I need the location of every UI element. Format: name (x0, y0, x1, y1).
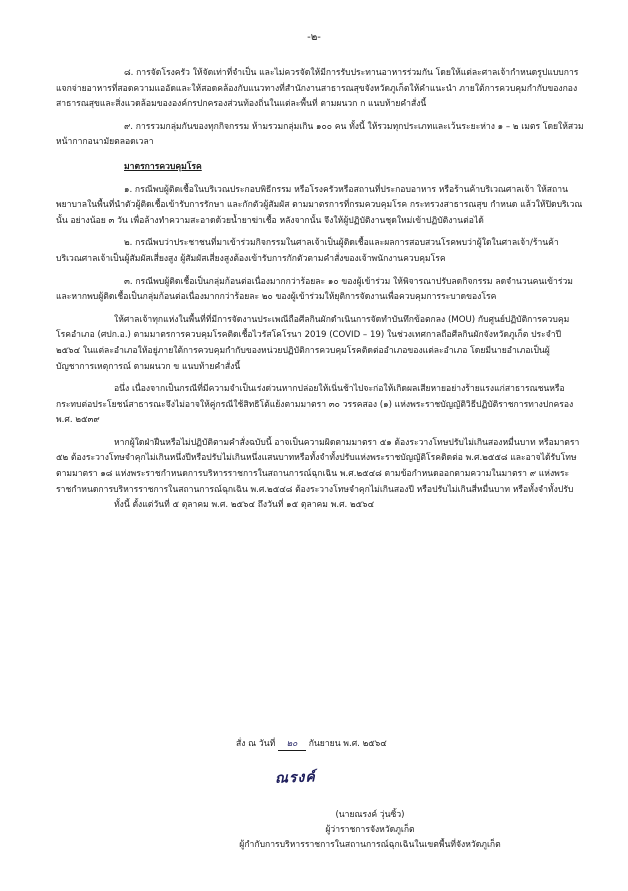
document-body (56, 66, 584, 514)
signer-role: ผู้กำกับการบริหารราชการในสถานการณ์ฉุกเฉินในเขตพื้นที่จังหวัดภูเก็ต (239, 840, 501, 851)
urgency-paragraph: อนึ่ง เนื่องจากเป็นกรณีที่มีความจำเป็นเร่งด่วนหากปล่อยให้เนิ่นช้าไปจะก่อให้เกิดผลเสียหายอย่างร้ายแรงแก่สาธารณชนหรือกระทบต่อประโยชน์สาธารณะจึงไม่อาจให้คู่กรณีใช้สิทธิโต้แย้งตามมาตรา ๓๐ วรรคสอง (๑) แห่งพระราชบัญญัติวิธีปฏิบัติราชการทางปกครอง พ.ศ. ๒๕๓๙ (56, 384, 574, 426)
handwritten-signature: ณรงค์ (274, 769, 316, 787)
issue-date-prefix: สั่ง ณ วันที่ (236, 739, 276, 749)
issue-date-suffix: กันยายน พ.ศ. ๒๕๖๔ (308, 739, 387, 749)
signer-block (160, 808, 580, 854)
measure-2: ๒. กรณีพบว่าประชาชนที่มาเข้าร่วมกิจกรรมในศาลเจ้าเป็นผู้ติดเชื้อและผลการสอบสวนโรคพบว่าผู้ใดในศาลเจ้า/ร้านค้า บริเวณศาลเจ้าเป็นผู้สัมผัสเสี่ยงสูง ผู้สัมผัสเสี่ยงสูงต้องเข้ารับการกักตัวตามคำสั่งของเจ้าพนักงานควบคุมโรค (56, 238, 559, 264)
penalty-paragraph: หากผู้ใดฝ่าฝืนหรือไม่ปฏิบัติตามคำสั่งฉบับนี้ อาจเป็นความผิดตามมาตรา ๕๑ ต้องระวางโทษปรับไม่เกินสองหมื่นบาท หรือมาตรา ๕๒ ต้องระวางโทษจำคุกไม่เกินหนึ่งปีหรือปรับไม่เกินหนึ่งแสนบาทหรือทั้งจำทั้งปรับแห่งพระราชบัญญัติโรคติดต่อ พ.ศ.๒๕๕๘ และอาจได้รับโทษตามมาตรา ๑๘ แห่งพระราชกำหนดการบริหารราชการในสถานการณ์ฉุกเฉิน พ.ศ.๒๕๔๘ ตามข้อกำหนดออกตามความในมาตรา ๙ แห่งพระราชกำหนดการบริหารราชการในสถานการณ์ฉุกเฉิน พ.ศ.๒๕๔๘ ต้องระวางโทษจำคุกไม่เกินสองปี หรือปรับไม่เกินสี่หมื่นบาท หรือทั้งจำทั้งปรับ (56, 437, 580, 495)
measure-1: ๑. กรณีพบผู้ติดเชื้อในบริเวณประกอบพิธีกรรม หรือโรงครัวหรือสถานที่ประกอบอาหาร หรือร้านค้าบริเวณศาลเจ้า ให้สถานพยาบาลในพื้นที่นำตัวผู้ติดเชื้อเข้ารับการรักษา และกักตัวผู้สัมผัส ตามมาตรการที่กรมควบคุมโรค กระทรวงสาธารณสุข กำหนด แล้วให้ปิดบริเวณนั้น อย่างน้อย ๓ วัน เพื่อล้างทำความสะอาดด้วยน้ำยาฆ่าเชื้อ หลังจากนั้น จึงให้ผู้ปฏิบัติงานชุดใหม่เข้าปฏิบัติงานต่อได้ (56, 184, 583, 226)
mou-paragraph: ให้ศาลเจ้าทุกแห่งในพื้นที่ที่มีการจัดงานประเพณีถือศีลกินผักดำเนินการจัดทำบันทึกข้อตกลง (MOU) กับศูนย์ปฏิบัติการควบคุมโรคอำเภอ (ศปก.อ.) ตามมาตรการควบคุมโรคติดเชื้อไวรัสโคโรนา 2019 (COVID – 19) ในช่วงเทศกาลถือศีลกินผักจังหวัดภูเก็ต ประจำปี ๒๕๖๔ ในแต่ละอำเภอให้อยู่ภายใต้การควบคุมกำกับของหน่วยปฏิบัติการควบคุมโรคติดต่ออำเภอของแต่ละอำเภอ โดยมีนายอำเภอเป็นผู้บัญชาการเหตุการณ์ ตามผนวก ข แนบท้ายคำสั่งนี้ (56, 314, 570, 372)
issue-date-day: ๒๐ (278, 736, 306, 751)
signer-name: (นายณรงค์ วุ่นซิ้ว) (335, 810, 405, 820)
signer-position: ผู้ว่าราชการจังหวัดภูเก็ต (325, 825, 415, 836)
paragraph-8: ๘. การจัดโรงครัว ให้จัดเท่าที่จำเป็น และไม่ควรจัดให้มีการรับประทานอาหารร่วมกัน โดยให้แต่ละศาลเจ้ากำหนดรูปแบบการแจกจ่ายอาหารที่สอดความแออัดและให้สอดคล้องกับแนวทางที่สำนักงานสาธารณสุขจังหวัดภูเก็ตให้คำแนะนำ ภายใต้การควบคุมกำกับของกองสาธารณสุขและสิ่งแวดล้อมขององค์กรปกครองส่วนท้องถิ่นในแต่ละพื้นที่ ตามผนวก ก แนบท้ายคำสั่งนี้ (56, 68, 579, 110)
effective-dates: ทั้งนี้ ตั้งแต่วันที่ ๕ ตุลาคม พ.ศ. ๒๕๖๔ ถึงวันที่ ๑๕ ตุลาคม พ.ศ. ๒๕๖๔ (114, 500, 375, 511)
page-number: -๒- (307, 32, 321, 43)
paragraph-9: ๙. การรวมกลุ่มกันของทุกกิจกรรม ห้ามรวมกลุ่มเกิน ๑๐๐ คน ทั้งนี้ ให้รวมทุกประเภทและเว้นระยะห่าง ๑ – ๒ เมตร โดยให้สวมหน้ากากอนามัยตลอดเวลา (56, 121, 584, 148)
measure-3: ๓. กรณีพบผู้ติดเชื้อเป็นกลุ่มก้อนต่อเนื่องมากกว่าร้อยละ ๑๐ ของผู้เข้าร่วม ให้พิจารณาปรับลดกิจกรรม ลดจำนวนคนเข้าร่วม และหากพบผู้ติดเชื้อเป็นกลุ่มก้อนต่อเนื่องมากกว่าร้อยละ ๒๐ ของผู้เข้าร่วมให้ยุติการจัดงานเพื่อควบคุมการระบาดของโรค (56, 276, 573, 303)
issue-date (236, 736, 576, 751)
section-heading: มาตรการควบคุมโรค (124, 161, 202, 172)
